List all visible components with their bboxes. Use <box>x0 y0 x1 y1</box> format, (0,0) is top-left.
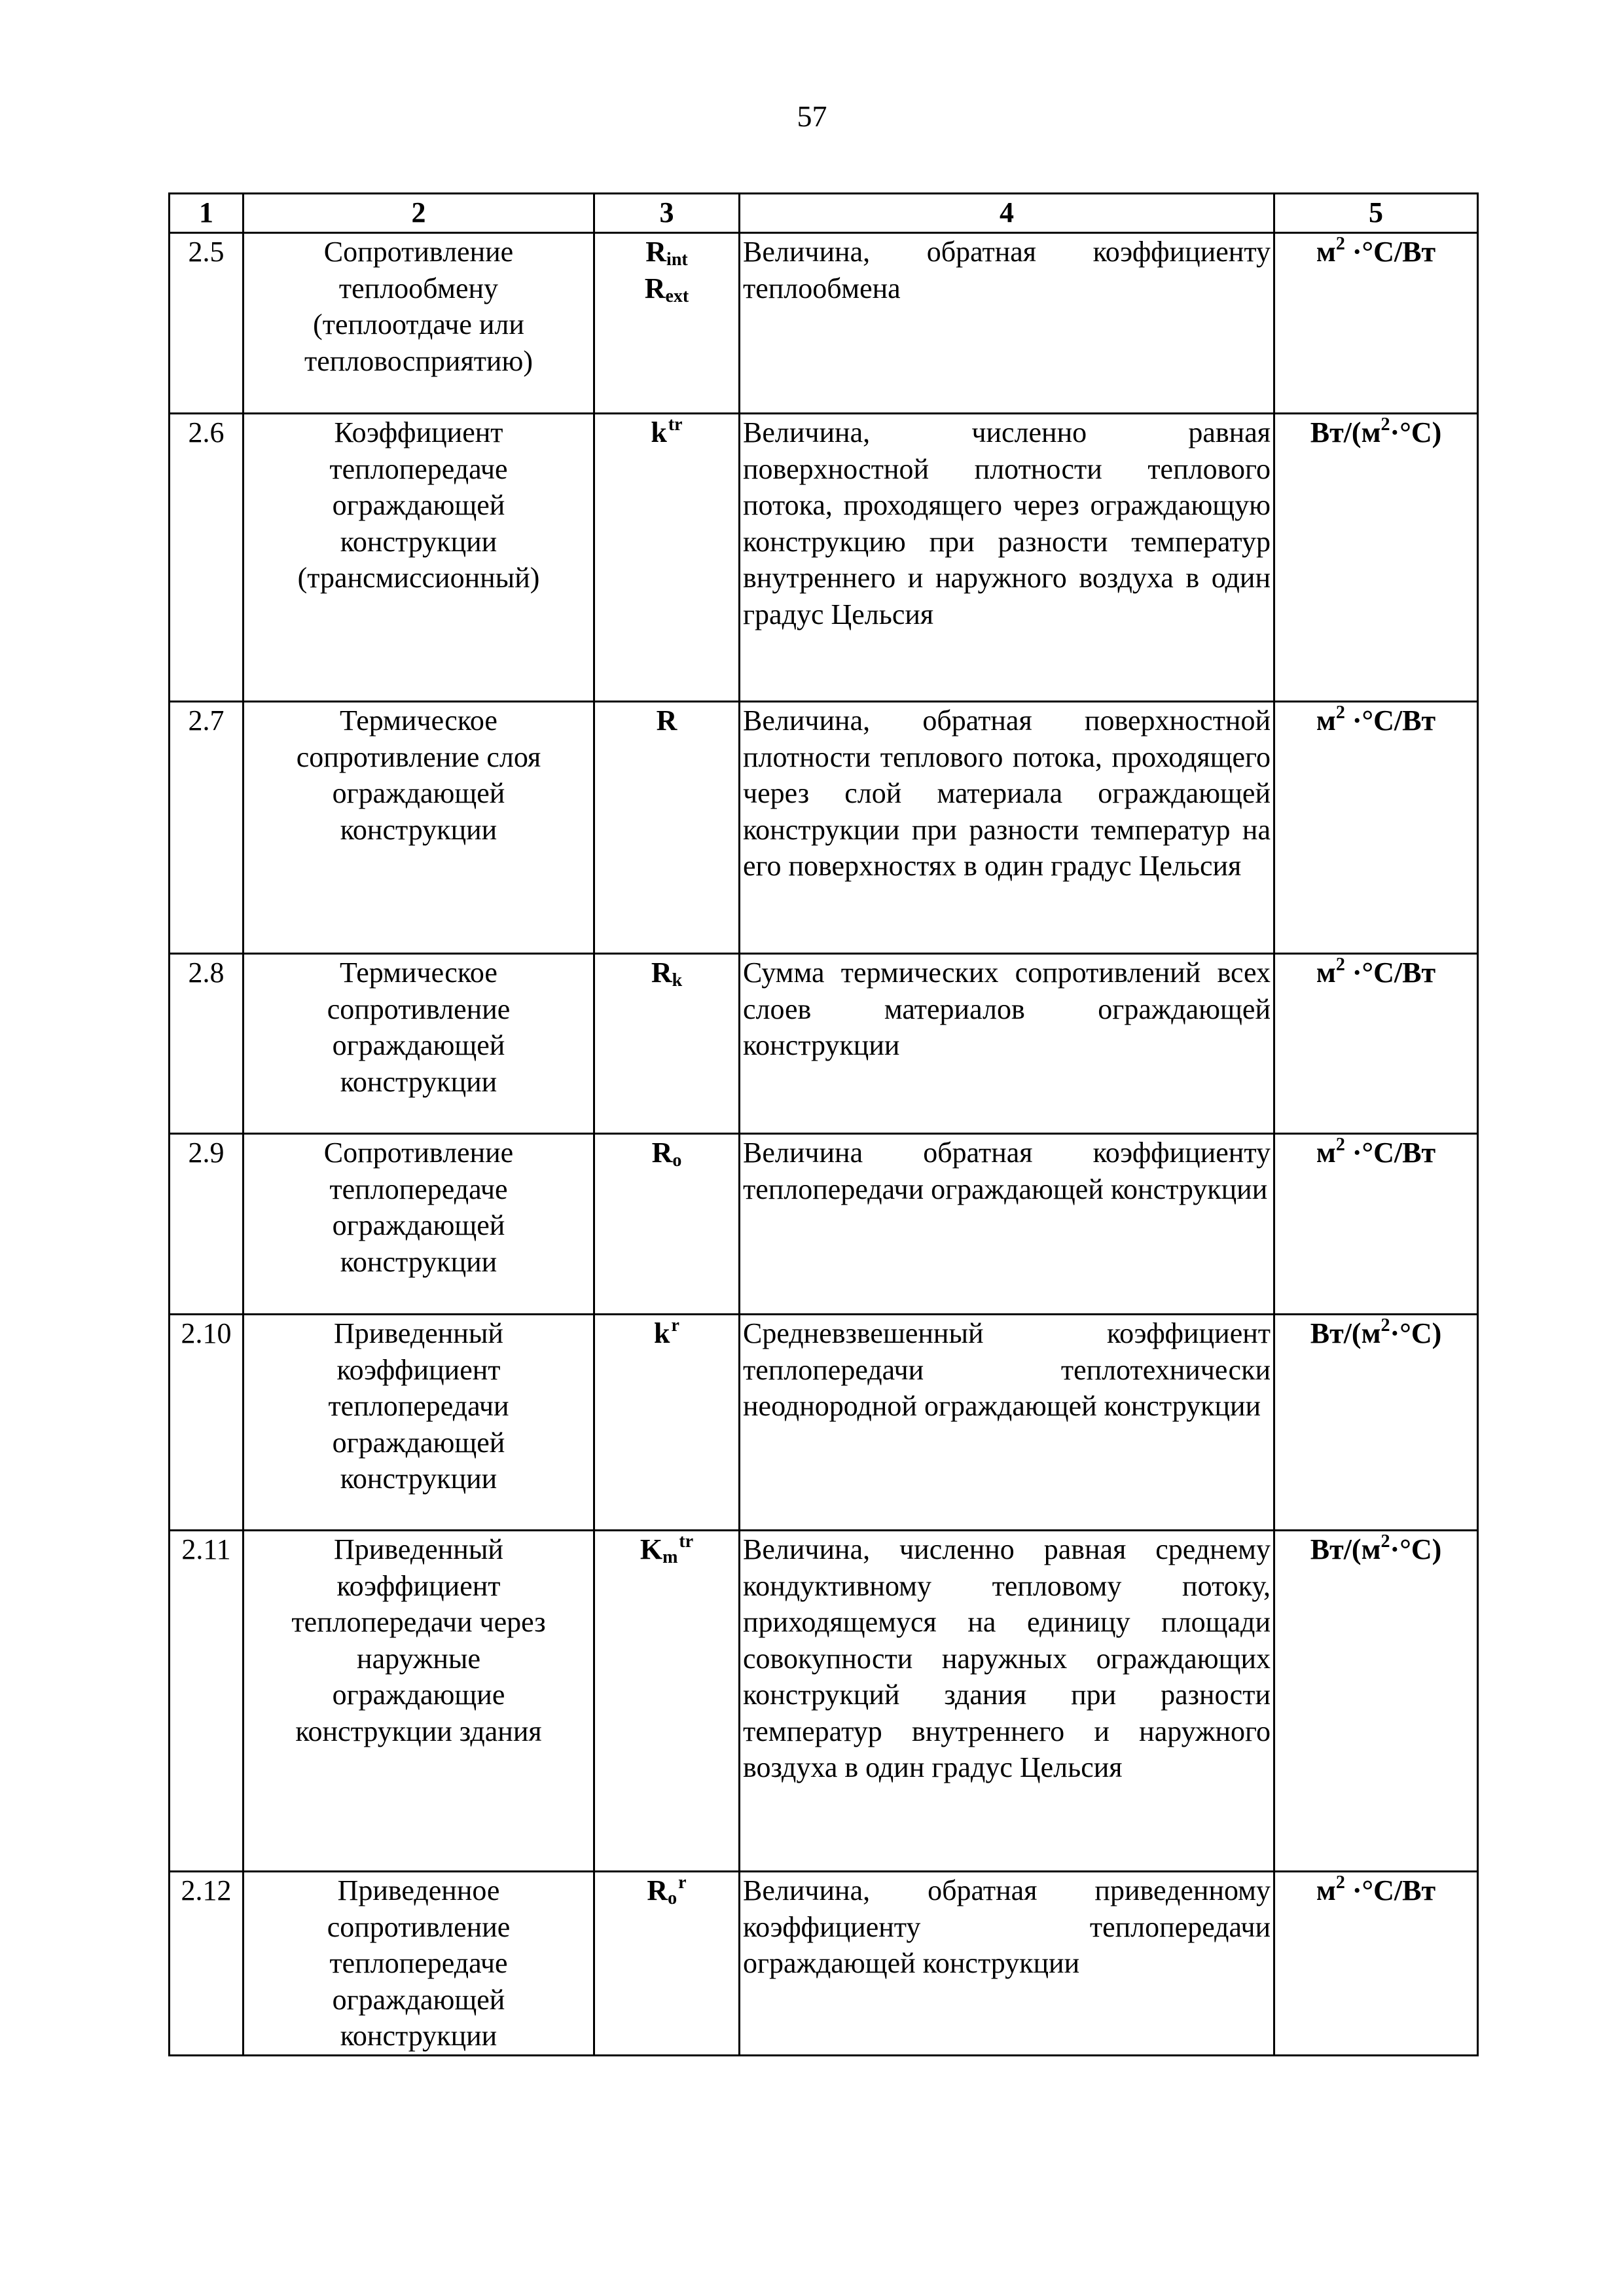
unit-prefix: м <box>1316 957 1336 989</box>
term-name-line: ограждающей <box>332 489 505 521</box>
term-name-line: Термическое <box>340 704 497 737</box>
symbol-subscript: m <box>662 1547 678 1567</box>
symbol-base: K <box>640 1533 663 1565</box>
term-name <box>244 1315 594 1531</box>
term-name-line: теплопередачи <box>328 1390 509 1422</box>
row-number: 2.11 <box>170 1531 244 1872</box>
term-name <box>244 1872 594 2056</box>
symbol-line <box>598 270 736 307</box>
term-name-line: теплопередаче <box>329 1173 508 1205</box>
row-number: 2.8 <box>170 954 244 1134</box>
unit-prefix: Вт/(м <box>1310 416 1381 448</box>
term-symbol <box>594 233 740 414</box>
row-number: 2.6 <box>170 414 244 702</box>
symbol-line <box>598 1872 736 1909</box>
term-name-line: Приведенное <box>337 1874 500 1906</box>
table-header-row <box>170 194 1478 233</box>
term-name-line: ограждающей <box>332 1983 505 2016</box>
table-row <box>170 1134 1478 1315</box>
unit-superscript: 2 <box>1335 702 1345 723</box>
symbol-line <box>598 955 736 991</box>
table-row <box>170 1872 1478 2056</box>
unit-superscript: 2 <box>1380 1531 1390 1552</box>
term-symbol <box>594 702 740 954</box>
unit-suffix: ·°С) <box>1390 416 1442 448</box>
row-number: 2.12 <box>170 1872 244 2056</box>
term-name <box>244 1134 594 1315</box>
unit-superscript: 2 <box>1335 234 1345 254</box>
symbol-superscript: tr <box>668 414 683 435</box>
unit-prefix: Вт/(м <box>1310 1317 1381 1349</box>
term-name-line: сопротивление <box>327 993 511 1025</box>
term-name <box>244 233 594 414</box>
term-symbol <box>594 1315 740 1531</box>
term-name-line: теплопередаче <box>329 1947 508 1979</box>
term-name-line: ограждающей <box>332 1209 505 1241</box>
term-name-line: теплопередачи через <box>291 1606 546 1638</box>
term-name-line: конструкции здания <box>295 1715 542 1747</box>
term-definition: Величина, численно равная поверхностной плотности теплового потока, проходящего через ограждающую конструкцию при разности температур внутреннего и наружного воздуха в один градус Цельсия <box>740 414 1274 702</box>
unit-suffix: ·°С/Вт <box>1344 1137 1436 1169</box>
unit-suffix: ·°С) <box>1390 1533 1442 1565</box>
symbol-base: R <box>656 704 677 737</box>
term-definition: Величина, численно равная среднему кондуктивному тепловому потоку, приходящемуся на единицу площади совокупности наружных ограждающих конструкций здания при разности температур внутреннего и наружного воздуха в один градус Цельсия <box>740 1531 1274 1872</box>
term-name-line: ограждающей <box>332 777 505 809</box>
symbol-line <box>598 1315 736 1352</box>
term-name-line: ограждающей <box>332 1029 505 1061</box>
term-name-line: Сопротивление <box>323 236 514 268</box>
term-unit <box>1274 233 1478 414</box>
term-name <box>244 1531 594 1872</box>
terms-table <box>168 192 1479 2056</box>
table-row <box>170 233 1478 414</box>
term-definition: Величина, обратная приведенному коэффициенту теплопередачи ограждающей конструкции <box>740 1872 1274 2056</box>
table-row <box>170 954 1478 1134</box>
term-definition: Величина, обратная поверхностной плотности теплового потока, проходящего через слой материала ограждающей конструкции при разности температур на его поверхностях в один градус Цельсия <box>740 702 1274 954</box>
term-name-line: тепловосприятию) <box>304 344 533 377</box>
unit-suffix: ·°С) <box>1390 1317 1442 1349</box>
unit-suffix: ·°С/Вт <box>1344 1874 1436 1906</box>
term-name-line: (теплоотдаче или <box>313 308 524 340</box>
table-row <box>170 1315 1478 1531</box>
unit-superscript: 2 <box>1335 955 1345 975</box>
symbol-subscript: ext <box>665 285 689 306</box>
symbol-superscript: r <box>678 1872 687 1893</box>
header-col-5: 5 <box>1274 194 1478 233</box>
term-symbol <box>594 1134 740 1315</box>
term-name-line: ограждающие <box>332 1679 505 1711</box>
term-name-line: Термическое <box>340 957 497 989</box>
row-number: 2.5 <box>170 233 244 414</box>
term-name-line: Приведенный <box>334 1533 503 1565</box>
symbol-line <box>598 414 736 451</box>
unit-prefix: м <box>1316 1137 1336 1169</box>
term-unit <box>1274 702 1478 954</box>
term-name-line: наружные <box>357 1642 480 1675</box>
term-name <box>244 954 594 1134</box>
symbol-subscript: o <box>672 1150 682 1171</box>
symbol-line <box>598 702 736 739</box>
table-row <box>170 1531 1478 1872</box>
unit-suffix: ·°С/Вт <box>1344 704 1436 737</box>
term-symbol <box>594 1872 740 2056</box>
term-definition: Величина, обратная коэффициенту теплообмена <box>740 233 1274 414</box>
page-number: 57 <box>797 100 827 133</box>
unit-prefix: м <box>1316 1874 1336 1906</box>
table-row <box>170 702 1478 954</box>
unit-superscript: 2 <box>1380 414 1390 435</box>
symbol-line <box>598 1531 736 1568</box>
term-name-line: конструкции <box>340 525 497 558</box>
unit-superscript: 2 <box>1380 1315 1390 1336</box>
term-name-line: Коэффициент <box>334 416 503 448</box>
term-name-line: конструкции <box>340 1065 497 1098</box>
unit-prefix: м <box>1316 236 1336 268</box>
term-definition: Величина обратная коэффициенту теплопередачи ограждающей конструкции <box>740 1134 1274 1315</box>
term-unit <box>1274 1315 1478 1531</box>
term-symbol <box>594 414 740 702</box>
symbol-subscript: o <box>668 1888 677 1908</box>
term-name <box>244 414 594 702</box>
symbol-superscript: tr <box>679 1531 694 1552</box>
header-col-3: 3 <box>594 194 740 233</box>
term-name <box>244 702 594 954</box>
symbol-superscript: r <box>671 1315 679 1336</box>
symbol-base: R <box>645 236 667 268</box>
row-number: 2.9 <box>170 1134 244 1315</box>
unit-superscript: 2 <box>1335 1135 1345 1155</box>
term-definition: Средневзвешенный коэффициент теплопередачи теплотехнически неоднородной ограждающей конструкции <box>740 1315 1274 1531</box>
term-name-line: Приведенный <box>334 1317 503 1349</box>
term-name-line: коэффициент <box>336 1569 501 1602</box>
unit-suffix: ·°С/Вт <box>1344 957 1436 989</box>
unit-superscript: 2 <box>1335 1872 1345 1893</box>
header-col-4: 4 <box>740 194 1274 233</box>
term-symbol <box>594 954 740 1134</box>
term-name-line: конструкции <box>340 1463 497 1495</box>
term-name-line: конструкции <box>340 2020 497 2052</box>
symbol-base: R <box>651 957 672 989</box>
term-name-line: ограждающей <box>332 1426 505 1459</box>
term-name-line: сопротивление слоя <box>296 740 541 773</box>
term-symbol <box>594 1531 740 1872</box>
term-name-line: конструкции <box>340 1245 497 1278</box>
term-definition: Сумма термических сопротивлений всех слоев материалов ограждающей конструкции <box>740 954 1274 1134</box>
term-name-line: конструкции <box>340 813 497 846</box>
header-col-1: 1 <box>170 194 244 233</box>
unit-prefix: м <box>1316 704 1336 737</box>
term-name-line: теплообмену <box>338 272 499 304</box>
table-row <box>170 414 1478 702</box>
term-name-line: (трансмиссионный) <box>297 562 540 594</box>
term-name-line: коэффициент <box>336 1353 501 1386</box>
term-unit <box>1274 1531 1478 1872</box>
symbol-base: R <box>644 272 666 304</box>
symbol-base: k <box>651 416 667 448</box>
row-number: 2.7 <box>170 702 244 954</box>
term-unit <box>1274 1872 1478 2056</box>
symbol-base: R <box>651 1137 673 1169</box>
table-body <box>170 233 1478 2056</box>
row-number: 2.10 <box>170 1315 244 1531</box>
symbol-line <box>598 234 736 270</box>
header-col-2: 2 <box>244 194 594 233</box>
term-unit <box>1274 954 1478 1134</box>
unit-suffix: ·°С/Вт <box>1344 236 1436 268</box>
term-name-line: Сопротивление <box>323 1137 514 1169</box>
term-name-line: теплопередаче <box>329 452 508 485</box>
term-name-line: сопротивление <box>327 1910 511 1943</box>
symbol-base: R <box>647 1874 668 1906</box>
symbol-subscript: int <box>666 249 688 270</box>
unit-prefix: Вт/(м <box>1310 1533 1381 1565</box>
symbol-subscript: k <box>672 970 683 991</box>
symbol-line <box>598 1135 736 1171</box>
term-unit <box>1274 1134 1478 1315</box>
term-unit <box>1274 414 1478 702</box>
symbol-base: k <box>654 1317 670 1349</box>
